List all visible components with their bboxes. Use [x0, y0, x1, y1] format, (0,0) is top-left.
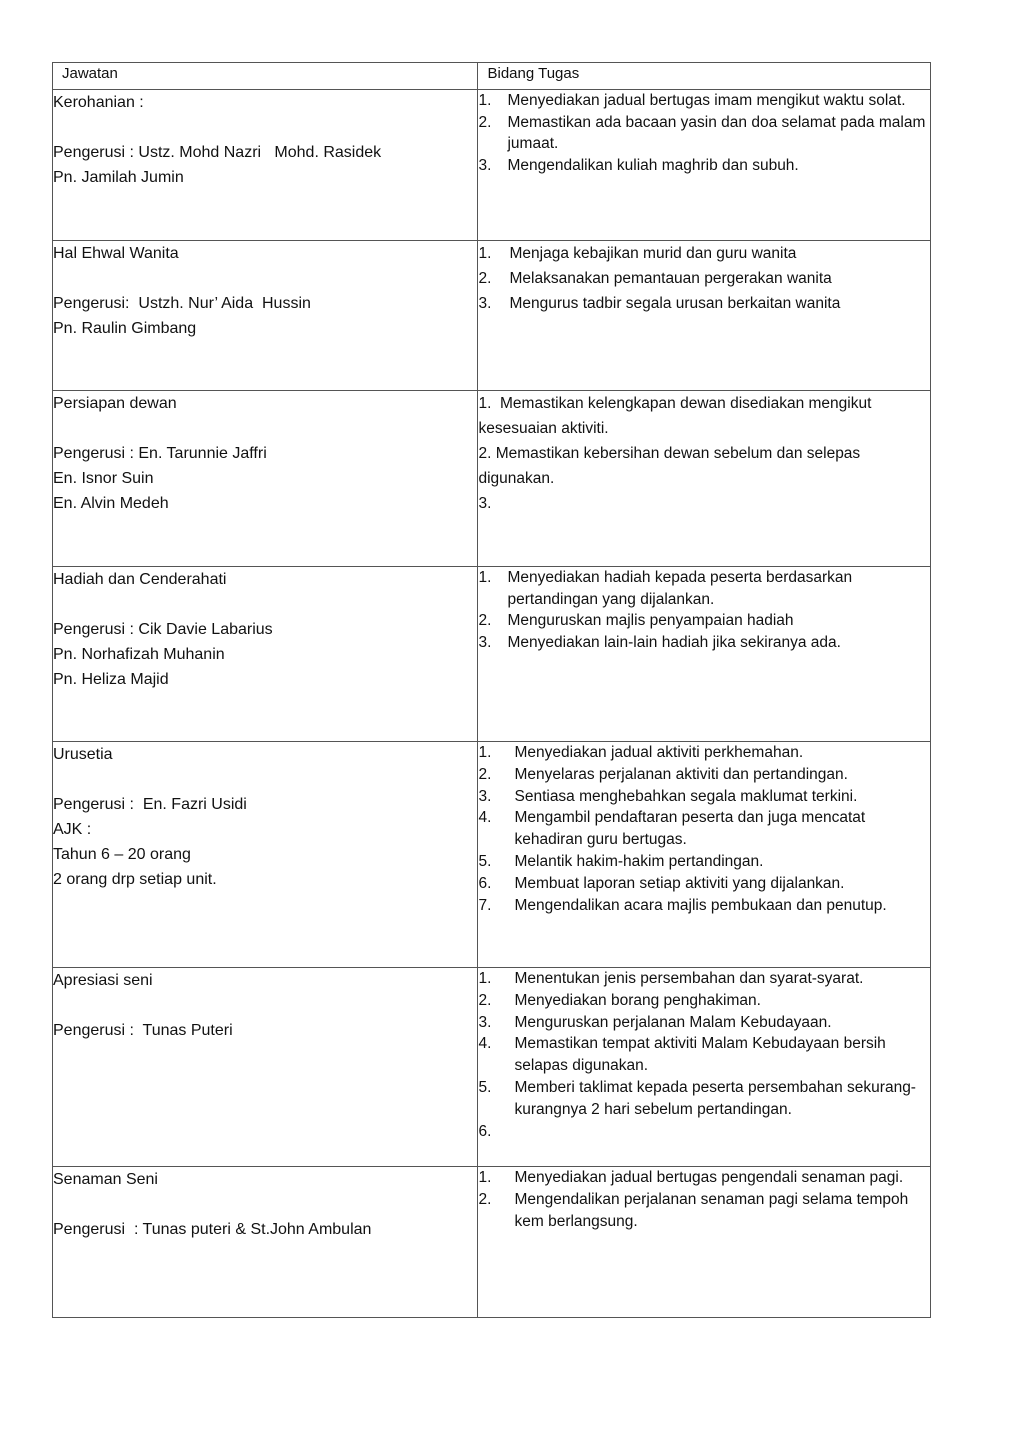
list-item: 5. Memberi taklimat kepada peserta persembahan sekurang-kurangnya 2 hari sebelum pertandingan. [478, 1078, 916, 1118]
list-item: 2. Melaksanakan pemantauan pergerakan wanita [478, 270, 832, 287]
position-title: Senaman Seni [53, 1171, 158, 1188]
table-row [53, 391, 931, 567]
table-row [53, 1167, 931, 1318]
person-line: Pengerusi: Ustzh. Nur’ Aida Hussin [53, 295, 311, 312]
duties-cell [478, 742, 931, 968]
person-line: En. Alvin Medeh [53, 495, 169, 512]
list-item: 3. Mengurus tadbir segala urusan berkaitan wanita [478, 295, 841, 312]
list-item: 1. Menyediakan jadual bertugas pengendali senaman pagi. [478, 1169, 904, 1186]
duties-cell [478, 567, 931, 742]
duties-table [52, 62, 931, 1318]
person-line: Pengerusi : Tunas Puteri [53, 1022, 233, 1039]
duties-list [478, 241, 930, 316]
list-item: 3. Mengendalikan kuliah maghrib dan subuh. [478, 156, 799, 174]
list-item: 1. Menentukan jenis persembahan dan syarat-syarat. [478, 970, 864, 987]
position-title: Kerohanian : [53, 94, 144, 111]
position-title: Urusetia [53, 746, 113, 763]
duty-paragraph: 3. [478, 495, 492, 512]
header-jawatan: Jawatan [53, 63, 478, 90]
duties-list [478, 90, 930, 176]
list-item: 4. Memastikan tempat aktiviti Malam Kebudayaan bersih selapas digunakan. [478, 1035, 886, 1075]
position-title: Apresiasi seni [53, 972, 153, 989]
position-cell [53, 968, 478, 1167]
table-row [53, 968, 931, 1167]
list-item: 2. Mengendalikan perjalanan senaman pagi selama tempoh kem berlangsung. [478, 1190, 909, 1230]
person-line: Tahun 6 – 20 orang [53, 846, 191, 863]
list-item: 7. Mengendalikan acara majlis pembukaan dan penutup. [478, 896, 887, 914]
position-title: Persiapan dewan [53, 395, 177, 412]
position-cell [53, 241, 478, 391]
person-line: Pn. Jamilah Jumin [53, 169, 184, 186]
person-line: Pn. Raulin Gimbang [53, 320, 197, 337]
list-item: 3. Sentiasa menghebahkan segala maklumat terkini. [478, 787, 858, 805]
list-item: 1. Menyediakan jadual bertugas imam mengikut waktu solat. [478, 92, 906, 109]
person-line: Pn. Norhafizah Muhanin [53, 646, 225, 663]
table-header-row [53, 63, 931, 90]
list-item: 2. Memastikan ada bacaan yasin dan doa selamat pada malam jumaat. [478, 113, 926, 152]
list-item: 5. Melantik hakim-hakim pertandingan. [478, 852, 764, 870]
list-item: 2. Menyediakan borang penghakiman. [478, 991, 761, 1009]
person-line: Pn. Heliza Majid [53, 671, 169, 688]
list-item: 1. Menjaga kebajikan murid dan guru wanita [478, 245, 797, 262]
list-item: 6. [478, 1122, 492, 1140]
duties-cell [478, 90, 931, 241]
person-line: Pengerusi : En. Fazri Usidi [53, 796, 247, 813]
person-line: 2 orang drp setiap unit. [53, 871, 217, 888]
table-row [53, 90, 931, 241]
header-bidang-tugas: Bidang Tugas [478, 63, 931, 90]
list-item: 3. Menguruskan perjalanan Malam Kebudayaan. [478, 1013, 832, 1031]
table-row [53, 241, 931, 391]
list-item: 2. Menguruskan majlis penyampaian hadiah [478, 612, 794, 629]
person-line: Pengerusi : Tunas puteri & St.John Ambulan [53, 1221, 372, 1238]
duty-paragraph: 1. Memastikan kelengkapan dewan disediakan mengikut kesesuaian aktiviti. [478, 395, 876, 437]
duties-list [478, 1167, 930, 1232]
list-item: 4. Mengambil pendaftaran peserta dan juga mencatat kehadiran guru bertugas. [478, 809, 866, 849]
duties-cell [478, 1167, 931, 1318]
position-title: Hal Ehwal Wanita [53, 245, 179, 262]
person-line: Pengerusi : Ustz. Mohd Nazri Mohd. Rasidek [53, 144, 382, 161]
duties-cell [478, 241, 931, 391]
table-row [53, 742, 931, 968]
position-cell [53, 90, 478, 241]
person-line: En. Isnor Suin [53, 470, 154, 487]
duties-list [478, 742, 930, 916]
table-row [53, 567, 931, 742]
duties-cell [478, 968, 931, 1167]
list-item: 3. Menyediakan lain-lain hadiah jika sekiranya ada. [478, 633, 841, 651]
position-title: Hadiah dan Cenderahati [53, 571, 227, 588]
list-item: 1. Menyediakan hadiah kepada peserta berdasarkan pertandingan yang dijalankan. [478, 569, 853, 608]
duties-cell [478, 391, 931, 567]
list-item: 1. Menyediakan jadual aktiviti perkhemahan. [478, 744, 804, 761]
person-line: Pengerusi : En. Tarunnie Jaffri [53, 445, 267, 462]
position-cell [53, 391, 478, 567]
person-line: AJK : [53, 821, 92, 838]
duties-list [478, 968, 930, 1142]
list-item: 6. Membuat laporan setiap aktiviti yang dijalankan. [478, 874, 845, 892]
position-cell [53, 742, 478, 968]
duty-paragraph: 2. Memastikan kebersihan dewan sebelum dan selepas digunakan. [478, 445, 861, 487]
position-cell [53, 1167, 478, 1318]
position-cell [53, 567, 478, 742]
list-item: 2. Menyelaras perjalanan aktiviti dan pertandingan. [478, 765, 848, 783]
duties-list [478, 567, 930, 653]
person-line: Pengerusi : Cik Davie Labarius [53, 621, 273, 638]
